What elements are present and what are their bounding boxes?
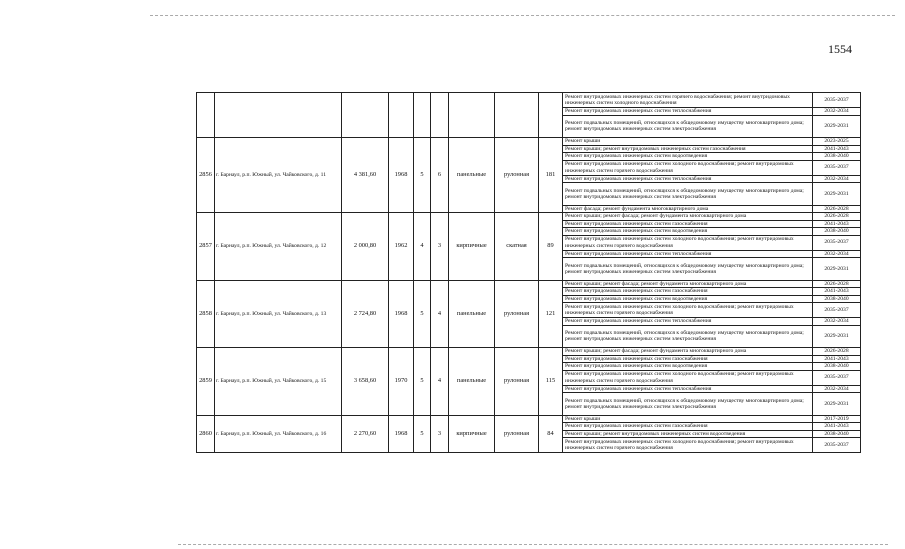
work-period-cell: 2035-2037 xyxy=(813,235,861,250)
house-entrances-cell: 6 xyxy=(431,138,449,213)
work-type-cell: Ремонт подвальных помещений, относящихся к общедомовому имуществу многоквартирного дома; ремонт внутридомовых инженерных систем электроснабжения xyxy=(563,115,813,138)
work-period-cell: 2035-2037 xyxy=(813,370,861,385)
work-period-cell: 2032-2034 xyxy=(813,108,861,116)
table-row xyxy=(197,280,861,288)
house-roof-cell xyxy=(495,93,539,138)
house-area-cell: 2 000,80 xyxy=(342,213,389,281)
house-roof-cell: рулонная xyxy=(495,280,539,348)
work-type-cell: Ремонт внутридомовых инженерных систем теплоснабжения xyxy=(563,318,813,326)
work-period-cell: 2029-2031 xyxy=(813,115,861,138)
work-period-cell: 2035-2037 xyxy=(813,303,861,318)
house-walls-cell: панельные xyxy=(449,280,495,348)
house-walls-cell: панельные xyxy=(449,348,495,416)
house-entrances-cell: 3 xyxy=(431,415,449,453)
house-area-cell: 2 270,60 xyxy=(342,415,389,453)
house-address-cell: г. Барнаул, р.п. Южный, ул. Чайковского, д. 11 xyxy=(215,138,342,213)
work-type-cell: Ремонт крыши; ремонт фасада; ремонт фундамента многоквартирного дома xyxy=(563,280,813,288)
table-row xyxy=(197,138,861,146)
house-walls-cell: кирпичные xyxy=(449,213,495,281)
house-floors-cell: 4 xyxy=(414,213,431,281)
work-type-cell: Ремонт внутридомовых инженерных систем водоотведения xyxy=(563,295,813,303)
work-type-cell: Ремонт крыши xyxy=(563,415,813,423)
work-type-cell: Ремонт внутридомовых инженерных систем газоснабжения xyxy=(563,423,813,431)
house-year-cell: 1968 xyxy=(389,415,414,453)
house-residents-cell: 115 xyxy=(539,348,563,416)
table-row xyxy=(197,415,861,423)
work-type-cell: Ремонт внутридомовых инженерных систем холодного водоснабжения; ремонт внутридомовых инженерных систем горячего водоснабжения xyxy=(563,160,813,175)
house-entrances-cell xyxy=(431,93,449,138)
house-address-cell: г. Барнаул, р.п. Южный, ул. Чайковского, д. 16 xyxy=(215,415,342,453)
work-period-cell: 2029-2031 xyxy=(813,183,861,206)
work-period-cell: 2035-2037 xyxy=(813,160,861,175)
house-number-cell: 2856 xyxy=(197,138,215,213)
work-type-cell: Ремонт внутридомовых инженерных систем теплоснабжения xyxy=(563,175,813,183)
work-period-cell: 2038-2040 xyxy=(813,295,861,303)
house-address-cell: г. Барнаул, р.п. Южный, ул. Чайковского, д. 12 xyxy=(215,213,342,281)
work-period-cell: 2032-2034 xyxy=(813,318,861,326)
work-period-cell: 2038-2040 xyxy=(813,153,861,161)
house-walls-cell: панельные xyxy=(449,138,495,213)
work-type-cell: Ремонт внутридомовых инженерных систем холодного водоснабжения; ремонт внутридомовых инженерных систем горячего водоснабжения xyxy=(563,438,813,453)
work-period-cell: 2026-2028 xyxy=(813,280,861,288)
work-type-cell: Ремонт подвальных помещений, относящихся к общедомовому имуществу многоквартирного дома; ремонт внутридомовых инженерных систем электроснабжения xyxy=(563,183,813,206)
work-type-cell: Ремонт внутридомовых инженерных систем теплоснабжения xyxy=(563,108,813,116)
work-period-cell: 2032-2034 xyxy=(813,175,861,183)
house-floors-cell: 5 xyxy=(414,348,431,416)
house-roof-cell: рулонная xyxy=(495,415,539,453)
work-period-cell: 2041-2043 xyxy=(813,423,861,431)
house-number-cell: 2860 xyxy=(197,415,215,453)
work-type-cell: Ремонт внутридомовых инженерных систем холодного водоснабжения; ремонт внутридомовых инженерных систем горячего водоснабжения xyxy=(563,370,813,385)
house-residents-cell: 89 xyxy=(539,213,563,281)
house-floors-cell xyxy=(414,93,431,138)
work-type-cell: Ремонт внутридомовых инженерных систем водоотведения xyxy=(563,228,813,236)
repair-schedule-table xyxy=(196,92,861,453)
house-entrances-cell: 4 xyxy=(431,280,449,348)
house-walls-cell xyxy=(449,93,495,138)
work-period-cell: 2041-2043 xyxy=(813,288,861,296)
house-roof-cell: скатная xyxy=(495,213,539,281)
work-period-cell: 2032-2034 xyxy=(813,250,861,258)
house-residents-cell: 181 xyxy=(539,138,563,213)
house-number-cell xyxy=(197,93,215,138)
house-floors-cell: 5 xyxy=(414,415,431,453)
work-type-cell: Ремонт подвальных помещений, относящихся к общедомовому имуществу многоквартирного дома; ремонт внутридомовых инженерных систем электроснабжения xyxy=(563,393,813,416)
work-period-cell: 2041-2043 xyxy=(813,220,861,228)
house-residents-cell xyxy=(539,93,563,138)
house-area-cell: 2 724,80 xyxy=(342,280,389,348)
house-address-cell: г. Барнаул, р.п. Южный, ул. Чайковского, д. 13 xyxy=(215,280,342,348)
work-type-cell: Ремонт внутридомовых инженерных систем водоотведения xyxy=(563,153,813,161)
work-type-cell: Ремонт крыши xyxy=(563,138,813,146)
work-period-cell: 2035-2037 xyxy=(813,93,861,108)
table-row xyxy=(197,348,861,356)
bottom-scan-border xyxy=(178,544,888,545)
work-period-cell: 2026-2028 xyxy=(813,348,861,356)
house-roof-cell: рулонная xyxy=(495,138,539,213)
house-address-cell xyxy=(215,93,342,138)
table-row xyxy=(197,213,861,221)
house-entrances-cell: 3 xyxy=(431,213,449,281)
house-roof-cell: рулонная xyxy=(495,348,539,416)
work-period-cell: 2029-2031 xyxy=(813,393,861,416)
work-period-cell: 2017-2019 xyxy=(813,415,861,423)
work-type-cell: Ремонт крыши; ремонт внутридомовых инженерных систем газоснабжения xyxy=(563,145,813,153)
work-period-cell: 2035-2037 xyxy=(813,438,861,453)
top-scan-border xyxy=(150,15,895,16)
work-type-cell: Ремонт крыши; ремонт фасада; ремонт фундамента многоквартирного дома xyxy=(563,213,813,221)
work-period-cell: 2041-2043 xyxy=(813,145,861,153)
work-type-cell: Ремонт подвальных помещений, относящихся к общедомовому имуществу многоквартирного дома; ремонт внутридомовых инженерных систем электроснабжения xyxy=(563,258,813,281)
work-period-cell: 2032-2034 xyxy=(813,385,861,393)
house-floors-cell: 5 xyxy=(414,138,431,213)
work-period-cell: 2026-2028 xyxy=(813,213,861,221)
work-type-cell: Ремонт внутридомовых инженерных систем водоотведения xyxy=(563,363,813,371)
work-type-cell: Ремонт внутридомовых инженерных систем теплоснабжения xyxy=(563,250,813,258)
work-type-cell: Ремонт внутридомовых инженерных систем горячего водоснабжения; ремонт внутридомовых инженерных систем холодного водоснабжения xyxy=(563,93,813,108)
work-type-cell: Ремонт внутридомовых инженерных систем газоснабжения xyxy=(563,220,813,228)
work-period-cell: 2023-2025 xyxy=(813,138,861,146)
house-floors-cell: 5 xyxy=(414,280,431,348)
table-body xyxy=(197,93,861,453)
work-period-cell: 2038-2040 xyxy=(813,363,861,371)
house-year-cell: 1962 xyxy=(389,213,414,281)
house-area-cell: 3 658,60 xyxy=(342,348,389,416)
house-year-cell: 1968 xyxy=(389,280,414,348)
house-address-cell: г. Барнаул, р.п. Южный, ул. Чайковского, д. 15 xyxy=(215,348,342,416)
house-residents-cell: 121 xyxy=(539,280,563,348)
house-year-cell xyxy=(389,93,414,138)
work-type-cell: Ремонт внутридомовых инженерных систем газоснабжения xyxy=(563,288,813,296)
house-year-cell: 1968 xyxy=(389,138,414,213)
work-type-cell: Ремонт крыши; ремонт внутридомовых инженерных систем водоотведения xyxy=(563,430,813,438)
work-type-cell: Ремонт внутридомовых инженерных систем холодного водоснабжения; ремонт внутридомовых инженерных систем горячего водоснабжения xyxy=(563,303,813,318)
house-number-cell: 2857 xyxy=(197,213,215,281)
work-type-cell: Ремонт внутридомовых инженерных систем теплоснабжения xyxy=(563,385,813,393)
house-area-cell: 4 381,60 xyxy=(342,138,389,213)
work-type-cell: Ремонт внутридомовых инженерных систем холодного водоснабжения; ремонт внутридомовых инженерных систем горячего водоснабжения xyxy=(563,235,813,250)
house-year-cell: 1970 xyxy=(389,348,414,416)
work-period-cell: 2026-2028 xyxy=(813,205,861,213)
house-number-cell: 2859 xyxy=(197,348,215,416)
page-number: 1554 xyxy=(828,42,852,56)
work-period-cell: 2029-2031 xyxy=(813,325,861,348)
house-entrances-cell: 4 xyxy=(431,348,449,416)
table-row xyxy=(197,93,861,108)
work-period-cell: 2041-2043 xyxy=(813,355,861,363)
house-number-cell: 2858 xyxy=(197,280,215,348)
work-type-cell: Ремонт внутридомовых инженерных систем газоснабжения xyxy=(563,355,813,363)
work-period-cell: 2038-2040 xyxy=(813,430,861,438)
house-residents-cell: 84 xyxy=(539,415,563,453)
house-area-cell xyxy=(342,93,389,138)
work-type-cell: Ремонт фасада; ремонт фундамента многоквартирного дома xyxy=(563,205,813,213)
work-period-cell: 2029-2031 xyxy=(813,258,861,281)
work-type-cell: Ремонт крыши; ремонт фасада; ремонт фундамента многоквартирного дома xyxy=(563,348,813,356)
work-period-cell: 2038-2040 xyxy=(813,228,861,236)
work-type-cell: Ремонт подвальных помещений, относящихся к общедомовому имуществу многоквартирного дома; ремонт внутридомовых инженерных систем электроснабжения xyxy=(563,325,813,348)
house-walls-cell: кирпичные xyxy=(449,415,495,453)
